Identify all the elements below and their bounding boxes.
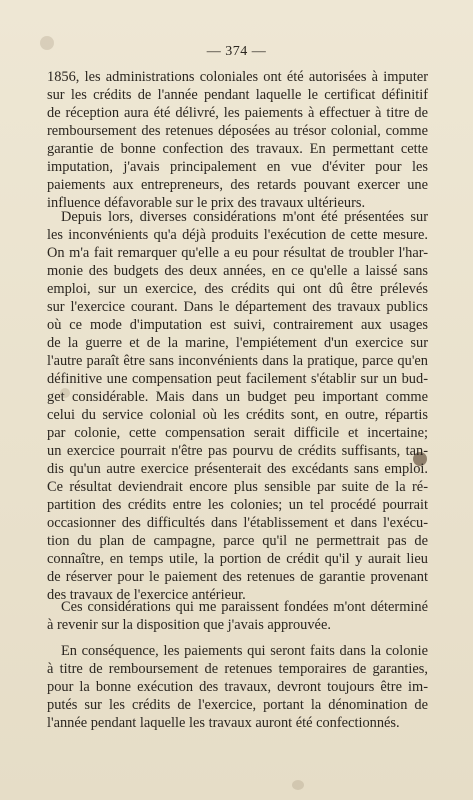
text-line: connaître, en temps utile, la portion de crédit qu'il y aurait lieu	[47, 551, 428, 567]
text-line: monie des budgets des deux années, en ce qu'elle a laissé sans	[47, 263, 428, 279]
text-line: emploi, sur un exercice, des crédits qui ont dû être prélevés	[47, 281, 428, 297]
text-line: imputation, j'avais principalement en vue d'éviter pour les	[47, 159, 428, 175]
text-line: de réception aura été délivré, les paiements à effectuer à titre de	[47, 105, 428, 121]
text-line: Ce résultat deviendrait encore plus sensible par suite de la ré-	[47, 479, 428, 495]
text-line: On m'a fait remarquer qu'elle a eu pour résultat de troubler l'har-	[47, 245, 428, 261]
text-line: par colonie, cette compensation serait difficile et incertaine;	[47, 425, 428, 441]
text-line: l'année pendant laquelle les travaux auront été confectionnés.	[47, 715, 400, 731]
text-line: dis qu'un autre exercice présenterait des excédants sans emploi.	[47, 461, 428, 477]
text-line: Ces considérations qui me paraissent fondées m'ont déterminé	[61, 599, 428, 615]
text-line: occasionner des difficultés dans l'établissement et dans l'exécu-	[47, 515, 428, 531]
text-line: remboursement des retenues déposées au trésor colonial, comme	[47, 123, 428, 139]
paragraph-3	[47, 598, 428, 634]
text-line: de la guerre et de la marine, l'empiétement d'un exercice sur	[47, 335, 428, 351]
text-line: celui du service colonial où les crédits sont, en outre, répartis	[47, 407, 428, 423]
text-line: des travaux de l'exercice antérieur.	[47, 587, 246, 603]
text-line: partition des crédits entre les colonies; un tel procédé pourrait	[47, 497, 428, 513]
text-line: pour la bonne exécution des travaux, devront toujours être im-	[47, 679, 428, 695]
text-line: à revenir sur la disposition que j'avais approuvée.	[47, 617, 331, 633]
text-line: un exercice pourrait n'être pas pourvu de crédits suffisants, tan-	[47, 443, 428, 459]
text-line: En conséquence, les paiements qui seront faits dans la colonie	[61, 643, 428, 659]
text-line: les inconvénients qu'a déjà produits l'exécution de cette mesure.	[47, 227, 428, 243]
text-line: de réserver pour le paiement des retenues de garantie provenant	[47, 569, 428, 585]
text-line: Depuis lors, diverses considérations m'ont été présentées sur	[61, 209, 428, 225]
text-line: où ce mode d'imputation est suivi, contrairement aux usages	[47, 317, 428, 333]
text-line: définitive une compensation peut facilement s'établir sur un bud-	[47, 371, 428, 387]
ink-stain	[292, 780, 304, 790]
paragraph-4	[47, 642, 428, 732]
text-line: paiements aux entrepreneurs, des retards pouvant exercer une	[47, 177, 428, 193]
text-line: l'autre paraît être sans inconvénients dans la pratique, parce qu'en	[47, 353, 428, 369]
text-line: influence défavorable sur le prix des travaux ultérieurs.	[47, 195, 366, 211]
page-number: — 374 —	[206, 44, 267, 59]
text-line: sur l'exercice courant. Dans le département des travaux publics	[47, 299, 428, 315]
paragraph-1	[47, 68, 428, 212]
text-line: garantie de bonne confection des travaux. En permettant cette	[47, 141, 428, 157]
text-line: tion du plan de campagne, parce qu'il ne permettrait pas de	[47, 533, 428, 549]
paragraph-2	[47, 208, 428, 604]
text-line: sur les crédits de l'année pendant laquelle le certificat définitif	[47, 87, 428, 103]
text-line: 1856, les administrations coloniales ont été autorisées à imputer	[47, 69, 428, 85]
text-line: putés sur les crédits de l'exercice, portant la dénomination de	[47, 697, 428, 713]
text-line: à titre de remboursement de retenues temporaires de garanties,	[47, 661, 428, 677]
text-line: get considérable. Mais dans un budget peu important comme	[47, 389, 428, 405]
